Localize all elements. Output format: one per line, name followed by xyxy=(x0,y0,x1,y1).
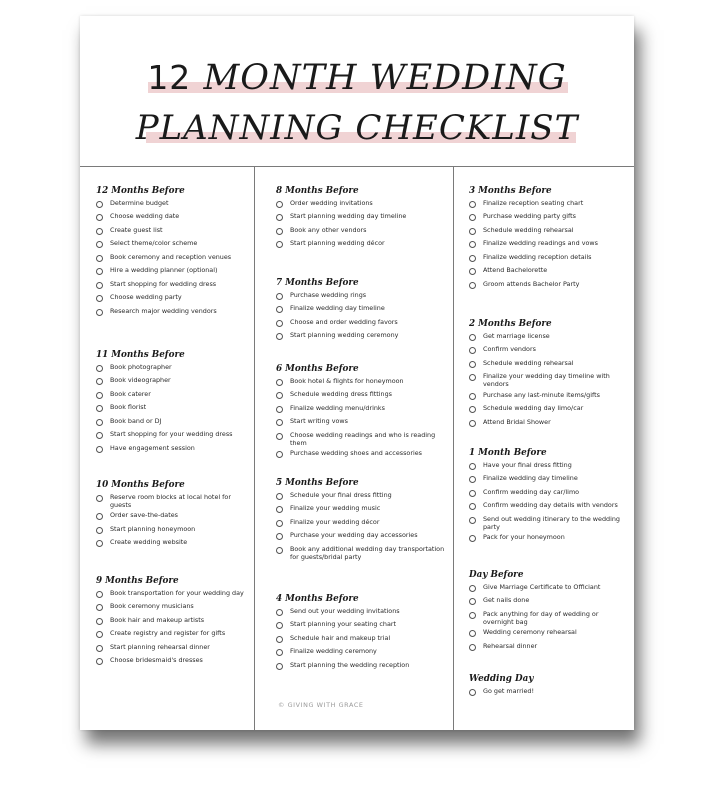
checklist-item xyxy=(469,281,629,291)
checklist-item-label: Start planning wedding décor xyxy=(290,239,385,248)
section-heading: 12 Months Before xyxy=(96,186,185,196)
checklist-items xyxy=(469,462,629,545)
checklist-item xyxy=(469,502,629,512)
checklist-item-label: Create wedding website xyxy=(110,538,188,547)
checklist-item-label: Finalize reception seating chart xyxy=(483,199,584,207)
checklist-item-label: Start planning the wedding reception xyxy=(290,660,410,669)
checklist-items xyxy=(469,688,629,698)
checklist-item xyxy=(469,611,629,626)
checkbox-circle-icon[interactable] xyxy=(96,392,103,399)
checkbox-circle-icon[interactable] xyxy=(469,374,476,381)
checkbox-circle-icon[interactable] xyxy=(96,658,103,665)
checklist-item-label: Have engagement session xyxy=(110,443,195,452)
checklist-items xyxy=(96,590,252,668)
checkbox-circle-icon[interactable] xyxy=(96,201,103,208)
checkbox-circle-icon[interactable] xyxy=(469,347,476,354)
checklist-item xyxy=(96,603,252,613)
checkbox-circle-icon[interactable] xyxy=(276,392,283,399)
section-wedding-day xyxy=(469,674,629,701)
section-heading: 5 Months Before xyxy=(276,478,359,488)
checklist-item-label: Give Marriage Certificate to Officiant xyxy=(483,583,601,591)
checkbox-circle-icon[interactable] xyxy=(469,334,476,341)
checklist-items xyxy=(469,584,629,653)
checklist-item-label: Start planning wedding day timeline xyxy=(290,212,407,221)
checklist-item xyxy=(469,240,629,250)
checklist-items xyxy=(276,200,450,251)
title-number: 12 xyxy=(147,58,192,97)
checklist-item-label: Schedule your final dress fitting xyxy=(290,491,392,499)
checkbox-circle-icon[interactable] xyxy=(276,433,283,440)
checklist-item xyxy=(276,305,450,315)
checklist-item-label: Create registry and register for gifts xyxy=(110,629,226,638)
checklist-item-label: Finalize wedding menu/drinks xyxy=(290,403,385,412)
checkbox-circle-icon[interactable] xyxy=(96,591,103,598)
section-4-months-before xyxy=(276,594,450,675)
checklist-item xyxy=(96,418,252,428)
section-9-months-before xyxy=(96,576,252,671)
checklist-item-label: Book any additional wedding day transportation for guests/bridal party xyxy=(290,544,445,561)
checklist-item xyxy=(96,539,252,549)
section-heading: 6 Months Before xyxy=(276,364,359,374)
checkbox-circle-icon[interactable] xyxy=(276,228,283,235)
section-heading: 10 Months Before xyxy=(96,480,185,490)
section-heading: 7 Months Before xyxy=(276,278,359,288)
footer-credit: © GIVING WITH GRACE xyxy=(278,701,364,709)
checkbox-circle-icon[interactable] xyxy=(469,463,476,470)
checklist-item-label: Pack anything for day of wedding or overnight bag xyxy=(483,609,599,626)
checklist-item xyxy=(276,378,450,388)
checkbox-circle-icon[interactable] xyxy=(96,540,103,547)
checklist-item xyxy=(96,281,252,291)
checklist-item-label: Go get married! xyxy=(483,687,535,695)
page-title-line-2: PLANNING CHECKLIST xyxy=(135,108,579,148)
checklist-item-label: Finalize your wedding music xyxy=(290,504,381,513)
checkbox-circle-icon[interactable] xyxy=(276,609,283,616)
checklist-item xyxy=(469,333,629,343)
column-divider-1 xyxy=(254,166,255,730)
checkbox-circle-icon[interactable] xyxy=(469,241,476,248)
checklist-item-label: Choose and order wedding favors xyxy=(290,317,398,326)
checklist-item-label: Groom attends Bachelor Party xyxy=(483,279,580,288)
section-heading: Wedding Day xyxy=(469,674,534,684)
checklist-item-label: Send out wedding itinerary to the wedding party xyxy=(483,514,620,531)
checkbox-circle-icon[interactable] xyxy=(276,320,283,327)
checkbox-circle-icon[interactable] xyxy=(469,612,476,619)
checklist-item xyxy=(96,294,252,304)
checkbox-circle-icon[interactable] xyxy=(96,631,103,638)
checkbox-circle-icon[interactable] xyxy=(276,201,283,208)
section-7-months-before xyxy=(276,278,450,346)
checklist-item xyxy=(276,405,450,415)
checklist-item-label: Pack for your honeymoon xyxy=(483,533,565,542)
checklist-item-label: Choose wedding party xyxy=(110,293,182,302)
checkbox-circle-icon[interactable] xyxy=(276,419,283,426)
checkbox-circle-icon[interactable] xyxy=(96,295,103,302)
checklist-item xyxy=(469,392,629,402)
checkbox-circle-icon[interactable] xyxy=(276,533,283,540)
checkbox-circle-icon[interactable] xyxy=(276,520,283,527)
checkbox-circle-icon[interactable] xyxy=(96,378,103,385)
checklist-item-label: Confirm wedding day car/limo xyxy=(483,487,580,496)
checklist-item-label: Start planning your seating chart xyxy=(290,620,397,629)
checklist-item xyxy=(96,590,252,600)
checklist-item-label: Schedule wedding dress fittings xyxy=(290,390,392,399)
checkbox-circle-icon[interactable] xyxy=(469,630,476,637)
checkbox-circle-icon[interactable] xyxy=(96,432,103,439)
checklist-item xyxy=(276,635,450,645)
checklist-item xyxy=(276,432,450,447)
checklist-item xyxy=(96,512,252,522)
checklist-item xyxy=(96,657,252,667)
checklist-items xyxy=(469,333,629,429)
checkbox-circle-icon[interactable] xyxy=(276,293,283,300)
section-2-months-before xyxy=(469,319,629,432)
checklist-item xyxy=(469,688,629,698)
checklist-item-label: Start writing vows xyxy=(290,417,348,426)
checklist-item-label: Research major wedding vendors xyxy=(110,306,217,315)
checklist-item-label: Book band or DJ xyxy=(110,416,162,425)
section-heading: 9 Months Before xyxy=(96,576,179,586)
checkbox-circle-icon[interactable] xyxy=(469,282,476,289)
checkbox-circle-icon[interactable] xyxy=(469,268,476,275)
checklist-item-label: Schedule hair and makeup trial xyxy=(290,633,391,642)
checkbox-circle-icon[interactable] xyxy=(276,241,283,248)
checkbox-circle-icon[interactable] xyxy=(469,201,476,208)
checklist-item-label: Purchase your wedding day accessories xyxy=(290,531,418,540)
checkbox-circle-icon[interactable] xyxy=(469,406,476,413)
section-8-months-before xyxy=(276,186,450,254)
checklist-items xyxy=(96,364,252,455)
checklist-item xyxy=(276,546,450,561)
checklist-items xyxy=(276,292,450,343)
checkbox-circle-icon[interactable] xyxy=(276,406,283,413)
checklist-item xyxy=(469,213,629,223)
section-heading: 4 Months Before xyxy=(276,594,359,604)
checkbox-circle-icon[interactable] xyxy=(276,333,283,340)
checklist-items xyxy=(276,492,450,561)
checkbox-circle-icon[interactable] xyxy=(469,689,476,696)
checklist-item xyxy=(276,532,450,542)
checklist-item xyxy=(469,346,629,356)
checklist-item xyxy=(469,629,629,639)
checklist-item-label: Start planning rehearsal dinner xyxy=(110,642,210,651)
checklist-item xyxy=(276,319,450,329)
section-heading: 3 Months Before xyxy=(469,186,552,196)
section-6-months-before xyxy=(276,364,450,464)
checkbox-circle-icon[interactable] xyxy=(469,535,476,542)
checklist-item-label: Finalize wedding reception details xyxy=(483,252,592,261)
checklist-item-label: Purchase wedding shoes and accessories xyxy=(290,449,422,458)
section-1-month-before xyxy=(469,448,629,548)
checklist-item xyxy=(276,418,450,428)
checklist-item-label: Create guest list xyxy=(110,225,163,234)
checkbox-circle-icon[interactable] xyxy=(469,503,476,510)
checklist-item xyxy=(96,227,252,237)
checklist-item-label: Attend Bachelorette xyxy=(483,266,548,275)
header-divider xyxy=(80,166,634,167)
checkbox-circle-icon[interactable] xyxy=(276,306,283,313)
checklist-item xyxy=(96,213,252,223)
checklist-item-label: Reserve room blocks at local hotel for guests xyxy=(110,493,231,509)
checklist-item xyxy=(276,450,450,460)
checkbox-circle-icon[interactable] xyxy=(276,636,283,643)
checkbox-circle-icon[interactable] xyxy=(276,663,283,670)
checkbox-circle-icon[interactable] xyxy=(276,379,283,386)
checklist-item-label: Book ceremony musicians xyxy=(110,602,194,611)
checklist-item xyxy=(469,516,629,531)
checklist-item xyxy=(469,267,629,277)
checklist-item-label: Choose wedding date xyxy=(110,212,180,221)
checklist-item xyxy=(469,227,629,237)
checklist-item-label: Start planning wedding ceremony xyxy=(290,331,399,340)
checklist-item xyxy=(276,200,450,210)
checklist-item-label: Finalize wedding day timeline xyxy=(290,304,385,313)
checkbox-circle-icon[interactable] xyxy=(469,517,476,524)
checklist-items xyxy=(276,378,450,461)
checklist-item-label: Book ceremony and reception venues xyxy=(110,252,232,261)
checklist-item-label: Book hotel & flights for honeymoon xyxy=(290,377,404,385)
checklist-item-label: Schedule wedding rehearsal xyxy=(483,358,574,367)
checklist-item xyxy=(276,505,450,515)
checkbox-circle-icon[interactable] xyxy=(96,241,103,248)
checklist-item-label: Book transportation for your wedding day xyxy=(110,589,244,597)
checklist-item xyxy=(469,373,629,388)
section-12-months-before xyxy=(96,186,252,321)
checklist-item-label: Select theme/color scheme xyxy=(110,239,198,248)
checkbox-circle-icon[interactable] xyxy=(276,451,283,458)
checklist-item-label: Have your final dress fitting xyxy=(483,461,572,469)
checklist-item-label: Order wedding invitations xyxy=(290,199,373,207)
checklist-item xyxy=(276,213,450,223)
section-11-months-before xyxy=(96,350,252,458)
checklist-item-label: Wedding ceremony rehearsal xyxy=(483,628,577,637)
checkbox-circle-icon[interactable] xyxy=(276,622,283,629)
checkbox-circle-icon[interactable] xyxy=(469,393,476,400)
checklist-item xyxy=(96,391,252,401)
checkbox-circle-icon[interactable] xyxy=(469,490,476,497)
checklist-item xyxy=(96,526,252,536)
checklist-item-label: Confirm vendors xyxy=(483,345,536,354)
checklist-item-label: Choose bridesmaid's dresses xyxy=(110,656,203,665)
section-3-months-before xyxy=(469,186,629,294)
checklist-item-label: Start shopping for your wedding dress xyxy=(110,430,233,439)
checklist-item-label: Book caterer xyxy=(110,389,151,398)
checkbox-circle-icon[interactable] xyxy=(469,585,476,592)
checklist-item xyxy=(276,519,450,529)
checklist-item xyxy=(276,391,450,401)
section-heading: 2 Months Before xyxy=(469,319,552,329)
checklist-item-label: Start planning honeymoon xyxy=(110,524,196,533)
checkbox-circle-icon[interactable] xyxy=(96,495,103,502)
checkbox-circle-icon[interactable] xyxy=(96,513,103,520)
checklist-item-label: Send out your wedding invitations xyxy=(290,607,400,615)
checklist-item-label: Determine budget xyxy=(110,199,169,207)
checklist-item xyxy=(469,534,629,544)
checklist-items xyxy=(469,200,629,291)
checklist-item-label: Purchase any last-minute items/gifts xyxy=(483,390,600,399)
page-title-line-1 xyxy=(80,58,634,98)
checkbox-circle-icon[interactable] xyxy=(276,547,283,554)
checkbox-circle-icon[interactable] xyxy=(469,644,476,651)
checkbox-circle-icon[interactable] xyxy=(96,527,103,534)
checklist-item xyxy=(96,494,252,509)
checklist-item-label: Finalize your wedding day timeline with vendors xyxy=(483,372,610,389)
checklist-item xyxy=(276,227,450,237)
checklist-items xyxy=(96,494,252,550)
checklist-item xyxy=(276,292,450,302)
checklist-item xyxy=(96,404,252,414)
checklist-item xyxy=(276,608,450,618)
checklist-item xyxy=(96,200,252,210)
checklist-item xyxy=(469,360,629,370)
section-heading: Day Before xyxy=(469,570,524,580)
checklist-item-label: Get marriage license xyxy=(483,332,550,340)
checklist-item-label: Choose wedding readings and who is reading them xyxy=(290,430,436,447)
checklist-item xyxy=(276,492,450,502)
checklist-item xyxy=(276,240,450,250)
checklist-item xyxy=(469,643,629,653)
section-heading: 8 Months Before xyxy=(276,186,359,196)
checklist-item xyxy=(469,584,629,594)
checklist-item xyxy=(276,621,450,631)
checkbox-circle-icon[interactable] xyxy=(469,228,476,235)
checkbox-circle-icon[interactable] xyxy=(96,255,103,262)
title-block xyxy=(80,16,634,166)
checkbox-circle-icon[interactable] xyxy=(96,309,103,316)
checklist-item-label: Finalize your wedding décor xyxy=(290,517,380,526)
checklist-item xyxy=(96,644,252,654)
checklist-items xyxy=(276,608,450,672)
checklist-item-label: Start shopping for wedding dress xyxy=(110,279,217,288)
checkbox-circle-icon[interactable] xyxy=(96,365,103,372)
checkbox-circle-icon[interactable] xyxy=(469,420,476,427)
checklist-item xyxy=(469,405,629,415)
checklist-item xyxy=(469,597,629,607)
checklist-item xyxy=(469,462,629,472)
title-line-1-text: MONTH WEDDING xyxy=(203,58,567,98)
checklist-item xyxy=(96,308,252,318)
checklist-item xyxy=(96,431,252,441)
checklist-item-label: Schedule wedding day limo/car xyxy=(483,404,584,413)
checklist-item-label: Book florist xyxy=(110,403,147,412)
checklist-item xyxy=(469,200,629,210)
checkbox-circle-icon[interactable] xyxy=(96,405,103,412)
checkbox-circle-icon[interactable] xyxy=(96,214,103,221)
checklist-items xyxy=(96,200,252,318)
column-divider-2 xyxy=(453,166,454,730)
checklist-item-label: Rehearsal dinner xyxy=(483,641,538,650)
checklist-item-label: Purchase wedding rings xyxy=(290,291,367,299)
section-day-before xyxy=(469,570,629,656)
checkbox-circle-icon[interactable] xyxy=(469,361,476,368)
section-heading: 11 Months Before xyxy=(96,350,185,360)
checklist-item-label: Attend Bridal Shower xyxy=(483,417,551,426)
checkbox-circle-icon[interactable] xyxy=(276,493,283,500)
checklist-item xyxy=(469,419,629,429)
checklist-item xyxy=(469,254,629,264)
checklist-item-label: Purchase wedding party gifts xyxy=(483,212,576,221)
checkbox-circle-icon[interactable] xyxy=(96,268,103,275)
checkbox-circle-icon[interactable] xyxy=(96,228,103,235)
checklist-item-label: Finalize wedding ceremony xyxy=(290,647,377,656)
checklist-item-label: Finalize wedding day timeline xyxy=(483,474,578,483)
checklist-item xyxy=(96,617,252,627)
checkbox-circle-icon[interactable] xyxy=(96,419,103,426)
section-5-months-before xyxy=(276,478,450,564)
checklist-item xyxy=(96,630,252,640)
section-10-months-before xyxy=(96,480,252,553)
checklist-item xyxy=(96,240,252,250)
checklist-item-label: Book any other vendors xyxy=(290,225,367,234)
checkbox-circle-icon[interactable] xyxy=(96,618,103,625)
checkbox-circle-icon[interactable] xyxy=(469,214,476,221)
checkbox-circle-icon[interactable] xyxy=(276,649,283,656)
checklist-item-label: Get nails done xyxy=(483,596,530,605)
checklist-item-label: Book photographer xyxy=(110,363,172,371)
checkbox-circle-icon[interactable] xyxy=(276,214,283,221)
checklist-item xyxy=(96,267,252,277)
checklist-item-label: Hire a wedding planner (optional) xyxy=(110,266,218,275)
checkbox-circle-icon[interactable] xyxy=(469,255,476,262)
checklist-item xyxy=(96,364,252,374)
checklist-item-label: Order save-the-dates xyxy=(110,511,178,520)
checklist-item xyxy=(469,475,629,485)
checklist-item xyxy=(276,332,450,342)
checklist-item xyxy=(96,254,252,264)
checklist-item-label: Schedule wedding rehearsal xyxy=(483,225,574,234)
checkbox-circle-icon[interactable] xyxy=(96,282,103,289)
checklist-item xyxy=(469,489,629,499)
checklist-item-label: Book videographer xyxy=(110,376,171,385)
checkbox-circle-icon[interactable] xyxy=(96,645,103,652)
checkbox-circle-icon[interactable] xyxy=(469,476,476,483)
checklist-item-label: Finalize wedding readings and vows xyxy=(483,239,598,248)
checkbox-circle-icon[interactable] xyxy=(276,506,283,513)
checkbox-circle-icon[interactable] xyxy=(96,604,103,611)
checkbox-circle-icon[interactable] xyxy=(469,598,476,605)
checklist-item xyxy=(96,445,252,455)
section-heading: 1 Month Before xyxy=(469,448,547,458)
checklist-item xyxy=(276,648,450,658)
checklist-item-label: Confirm wedding day details with vendors xyxy=(483,501,618,510)
checkbox-circle-icon[interactable] xyxy=(96,446,103,453)
checklist-item xyxy=(96,377,252,387)
checklist-item-label: Book hair and makeup artists xyxy=(110,615,205,624)
checklist-item xyxy=(276,662,450,672)
checklist-page xyxy=(80,16,634,730)
